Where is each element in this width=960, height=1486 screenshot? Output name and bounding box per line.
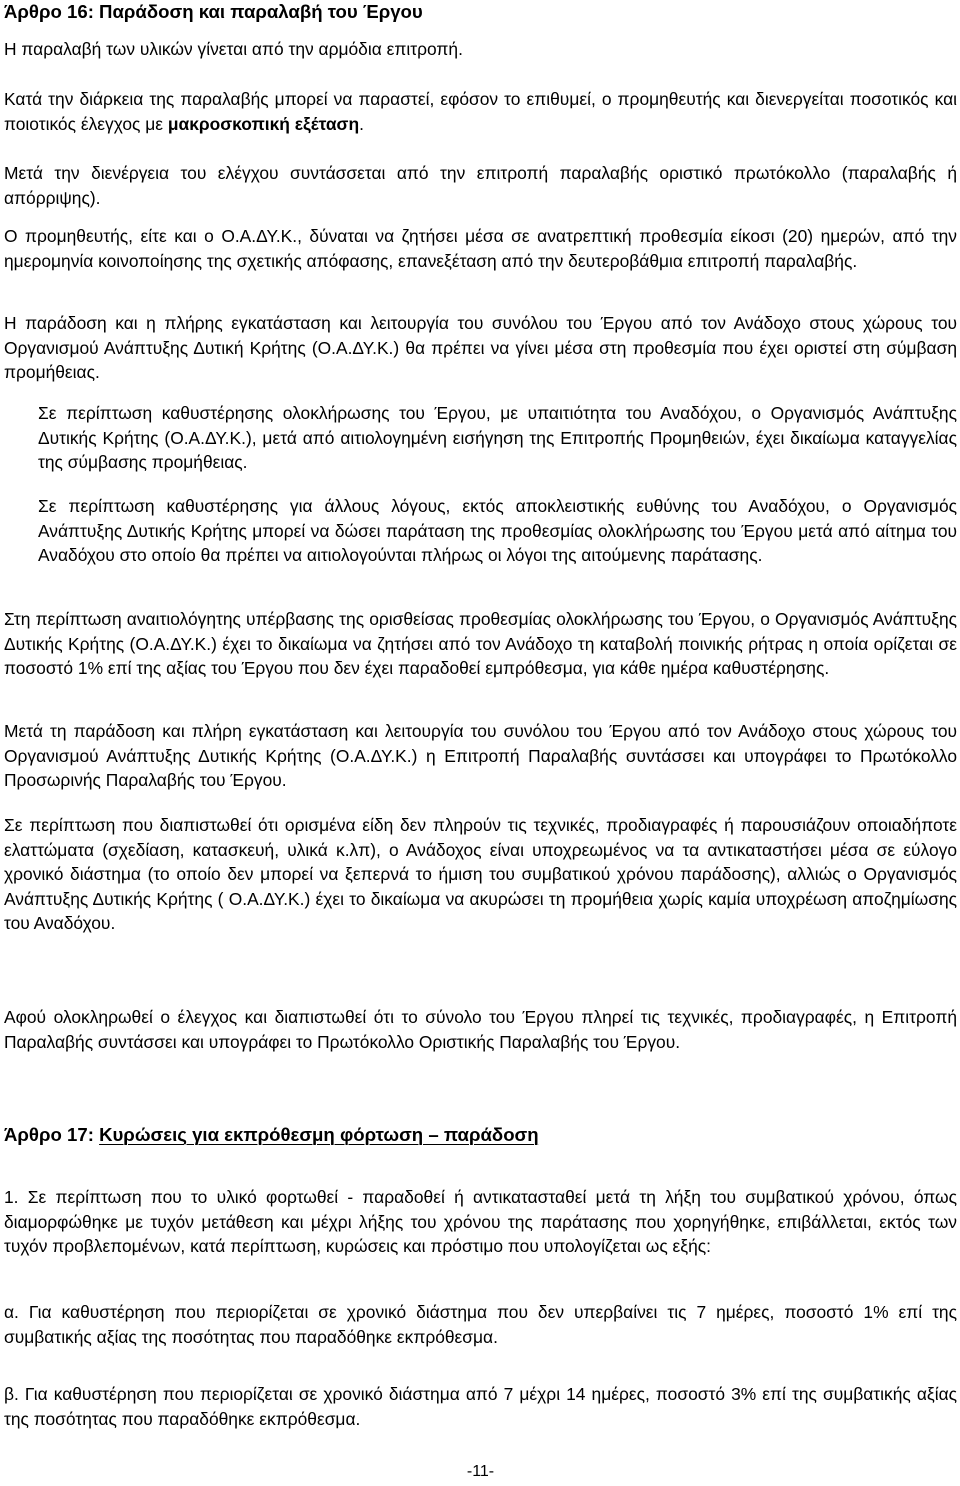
paragraph-final-receipt: Αφού ολοκληρωθεί ο έλεγχος και διαπιστωθεί ότι το σύνολο του Έργου πληρεί τις τεχνικές, προδιαγραφές, η Επιτροπή Παραλαβής συντάσσει και υπογράφει το Πρωτόκολλο Οριστικής Παραλαβής του Έργου. (4, 1007, 957, 1052)
paragraph-receipt-committee: Η παραλαβή των υλικών γίνεται από την αρμόδια επιτροπή. (4, 39, 463, 59)
paragraph-delivery-deadline: Η παράδοση και η πλήρης εγκατάσταση και λειτουργία του συνόλου του Έργου από τον Ανάδοχο στους χώρους του Οργανισμού Ανάπτυξης Δυτική Κρήτης (Ο.Α.ΔΥ.Κ.) θα πρέπει να γίνει μέσα στη προθεσμία που έχει οριστεί στη σύμβαση προμήθειας. (4, 313, 957, 383)
paragraph-defects: Σε περίπτωση που διαπιστωθεί ότι ορισμένα είδη δεν πληρούν τις τεχνικές, προδιαγραφές ή παρουσιάζουν οποιαδήποτε ελαττώματα (σχεδίαση, κατασκευή, υλικά κ.λπ), ο Ανάδοχος είναι υποχρεωμένος να τα αντικαταστήσει μέσα σε εύλογο χρονικό διάστημα (το οποίο δεν μπορεί να ξεπερνά το ήμιση του συμβατικού χρόνου παράδοσης), αλλιώς ο Οργανισμός Ανάπτυξης Δυτικής Κρήτης ( Ο.Α.ΔΥ.Κ.) έχει το δικαίωμα να ακυρώσει τη προμήθεια χωρίς καμία υποχρέωση αποζημίωσης του Αναδόχου. (4, 815, 957, 934)
paragraph-inspection-bold: μακροσκοπική εξέταση (167, 113, 360, 134)
article-17-title-label: Άρθρο 17: (4, 1124, 100, 1145)
paragraph-late-delivery-sanctions: 1. Σε περίπτωση που το υλικό φορτωθεί - παραδοθεί ή αντικατασταθεί μετά τη λήξη του συμβατικού χρόνου, όπως διαμορφώθηκε με τυχόν μετάθεση και μέχρι λήξης του χρόνου της παράτασης που χορηγήθηκε, επιβάλλεται, εκτός των τυχόν προβλεπομένων, κατά περίπτωση, κυρώσεις και πρόστιμο που υπολογίζεται ως εξής: (4, 1187, 957, 1257)
paragraph-delay-termination: Σε περίπτωση καθυστέρησης ολοκλήρωσης του Έργου, με υπαιτιότητα του Αναδόχου, ο Οργανισμός Ανάπτυξης Δυτικής Κρήτης (Ο.Α.ΔΥ.Κ.), μετά από αιτιολογημένη εισήγηση της Επιτροπής Προμηθειών, έχει δικαίωμα καταγγελίας της σύμβασης προμήθειας. (38, 403, 957, 473)
paragraph-inspection-end: . (359, 113, 364, 134)
paragraph-inspection (4, 87, 957, 136)
paragraph-final-protocol: Μετά την διενέργεια του ελέγχου συντάσσεται από την επιτροπή παραλαβής οριστικό πρωτόκολλο (παραλαβής ή απόρριψης). (4, 163, 957, 208)
paragraph-sanction-b: β. Για καθυστέρηση που περιορίζεται σε χρονικό διάστημα από 7 μέχρι 14 ημέρες, ποσοστό 3% επί της συμβατικής αξίας της ποσότητας που παραδόθηκε εκπρόθεσμα. (4, 1384, 957, 1429)
paragraph-delay-extension: Σε περίπτωση καθυστέρησης για άλλους λόγους, εκτός αποκλειστικής ευθύνης του Αναδόχου, ο Οργανισμός Ανάπτυξης Δυτικής Κρήτης μπορεί να δώσει παράταση της προθεσμίας ολοκλήρωσης του Έργου μετά από αίτημα του Αναδόχου στο οποίο θα πρέπει να αιτιολογούνται πλήρως οι λόγοι της αιτούμενης παράτασης. (38, 496, 957, 566)
paragraph-penalty-clause: Στη περίπτωση αναιτιολόγητης υπέρβασης της ορισθείσας προθεσμίας ολοκλήρωσης του Έργου, ο Οργανισμός Ανάπτυξης Δυτικής Κρήτης (Ο.Α.ΔΥ.Κ.) έχει το δικαίωμα να ζητήσει από τον Ανάδοχο τη καταβολή ποινικής ρήτρας η οποία ορίζεται σε ποσοστό 1% επί της αξίας του Έργου που δεν έχει παραδοθεί εμπρόθεσμα, για κάθε ημέρα καθυστέρησης. (4, 609, 957, 679)
paragraph-review: Ο προμηθευτής, είτε και ο Ο.Α.ΔΥ.Κ., δύναται να ζητήσει μέσα σε ανατρεπτική προθεσμία είκοσι (20) ημερών, από την ημερομηνία κοινοποίησης της σχετικής απόφασης, επανεξέταση από την δευτεροβάθμια επιτροπή παραλαβής. (4, 226, 957, 271)
article-17-title (4, 1124, 539, 1146)
paragraph-sanction-a: α. Για καθυστέρηση που περιορίζεται σε χρονικό διάστημα που δεν υπερβαίνει τις 7 ημέρες, ποσοστό 1% επί της συμβατικής αξίας της ποσότητας που παραδόθηκε εκπρόθεσμα. (4, 1302, 957, 1347)
article-17-title-underlined: Κυρώσεις για εκπρόθεσμη φόρτωση – παράδοση (99, 1124, 539, 1145)
paragraph-provisional-receipt: Μετά τη παράδοση και πλήρη εγκατάσταση και λειτουργία του συνόλου του Έργου από τον Ανάδοχο στους χώρους του Οργανισμού Ανάπτυξης Δυτικής Κρήτης (Ο.Α.ΔΥ.Κ.) η Επιτροπή Παραλαβής συντάσσει και υπογράφει το Πρωτόκολλο Προσωρινής Παραλαβής του Έργου. (4, 721, 957, 791)
paragraph-inspection-text: Κατά την διάρκεια της παραλαβής μπορεί να παραστεί, εφόσον το επιθυμεί, ο προμηθευτής και διενεργείται ποσοτικός και ποιοτικός έλεγχος με (4, 89, 957, 134)
page-number: -11- (466, 1463, 495, 1480)
article-16-title: Άρθρο 16: Παράδοση και παραλαβή του Έργου (4, 1, 423, 22)
